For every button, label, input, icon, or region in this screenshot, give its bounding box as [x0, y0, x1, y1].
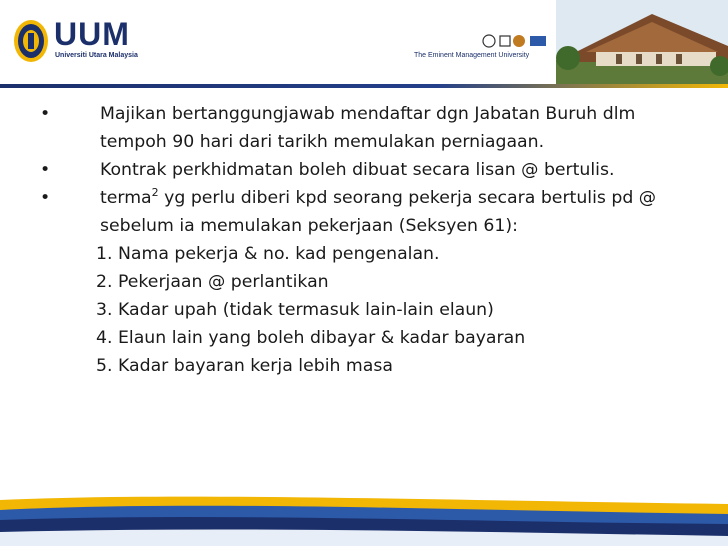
numbered-text: 2. Pekerjaan @ perlantikan	[96, 272, 329, 292]
slide-header	[0, 0, 728, 90]
partner-logos-icon	[482, 33, 548, 49]
uum-logo	[12, 14, 138, 70]
bullet-text	[100, 184, 706, 240]
numbered-text: 1. Nama pekerja & no. kad pengenalan.	[96, 244, 440, 264]
bullet-item	[36, 100, 706, 156]
superscript: 2	[151, 186, 159, 200]
bullet-marker: •	[40, 104, 51, 124]
bullet-text: Majikan bertanggungjawab mendaftar dgn Jabatan Buruh dlm tempoh 90 hari dari tarikh memulakan perniagaan.	[100, 104, 636, 152]
numbered-item	[36, 240, 706, 268]
numbered-item	[36, 268, 706, 296]
slide-content	[36, 100, 706, 380]
numbered-item	[36, 324, 706, 352]
header-divider	[0, 84, 728, 88]
numbered-item	[36, 296, 706, 324]
campus-building-icon	[556, 0, 728, 84]
bullet-text-prefix: terma	[100, 188, 152, 208]
numbered-text: 4. Elaun lain yang boleh dibayar & kadar bayaran	[96, 328, 526, 348]
bullet-text-suffix: yg perlu diberi kpd seorang pekerja secara bertulis pd @ sebelum ia memulakan pekerjaan (Seksyen 61):	[100, 188, 657, 236]
numbered-text: 3. Kadar upah (tidak termasuk lain-lain elaun)	[96, 300, 494, 320]
numbered-item	[36, 352, 706, 380]
uum-crest-icon	[12, 18, 50, 64]
logo-subtitle: Universiti Utara Malaysia	[55, 52, 138, 59]
bullet-text: Kontrak perkhidmatan boleh dibuat secara lisan @ bertulis.	[100, 160, 615, 180]
bullet-marker: •	[40, 160, 51, 180]
bullet-item	[36, 156, 706, 184]
logo-wordmark: UUM	[54, 16, 130, 52]
footer-swoosh	[0, 470, 728, 546]
bullet-item	[36, 184, 706, 240]
university-tagline: The Eminent Management University	[414, 52, 530, 59]
numbered-text: 5. Kadar bayaran kerja lebih masa	[96, 356, 393, 376]
bullet-marker: •	[40, 188, 51, 208]
